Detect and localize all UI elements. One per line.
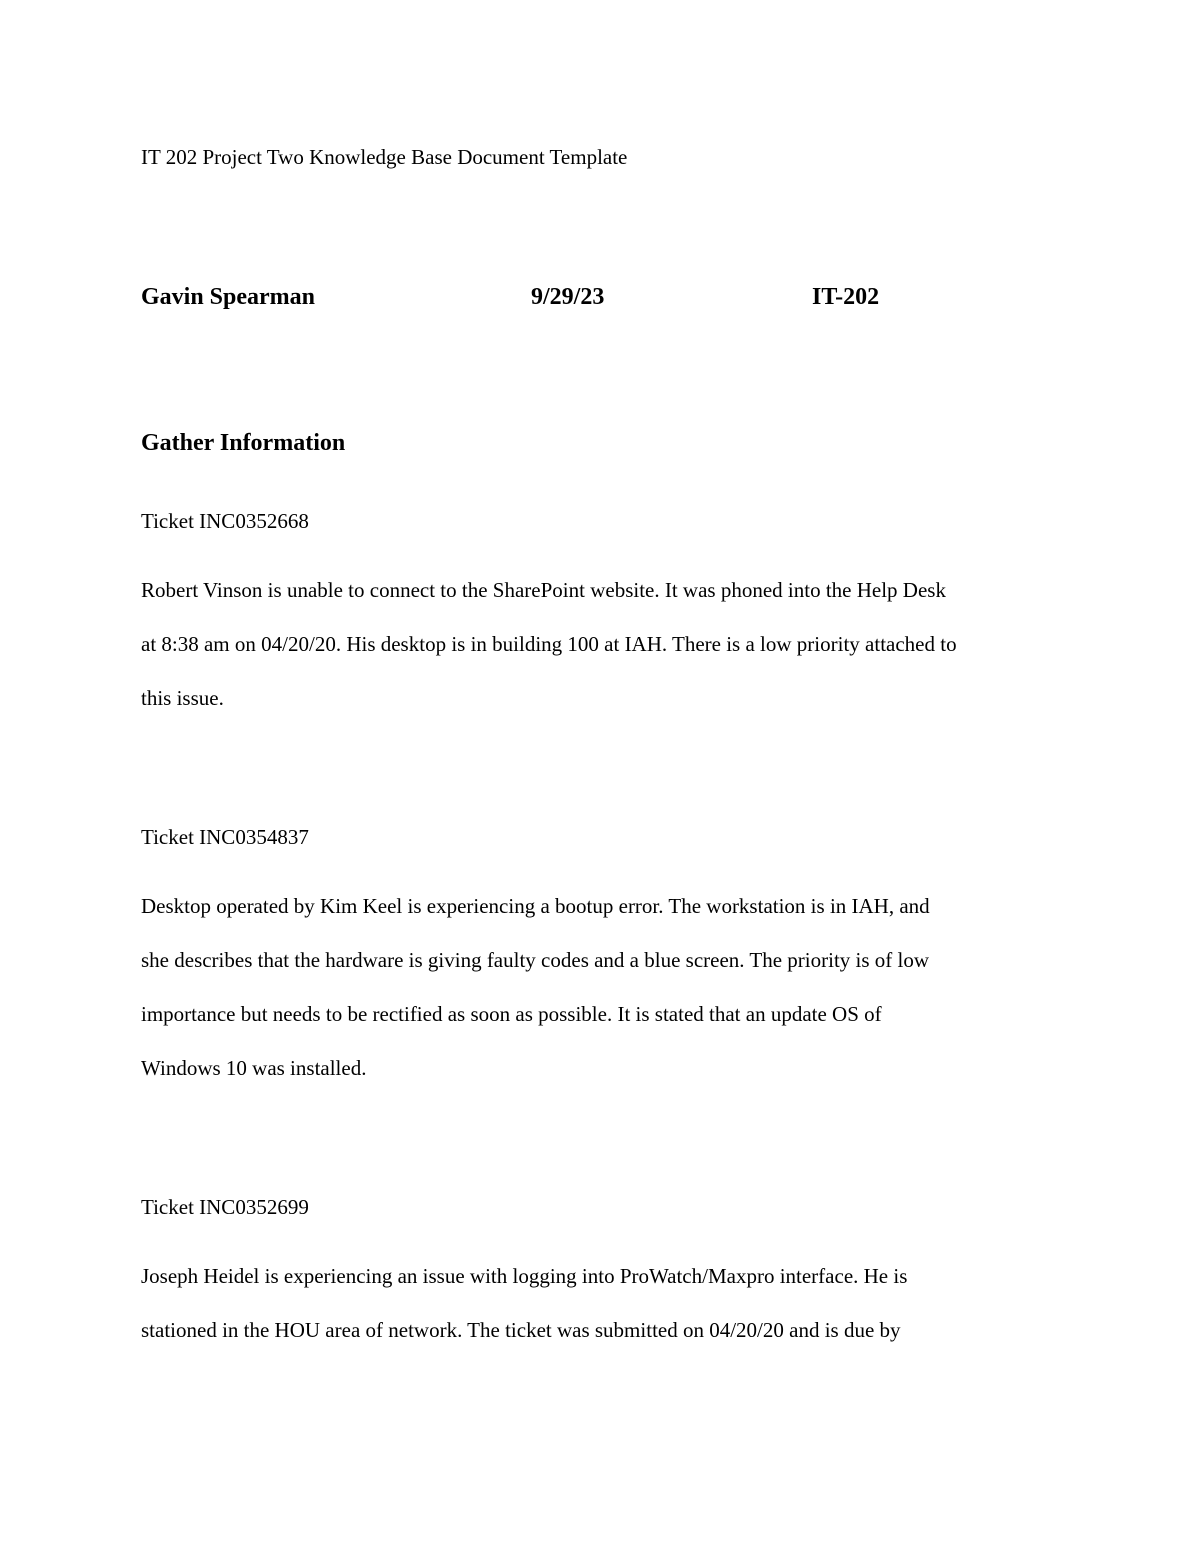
ticket-description-line: Joseph Heidel is experiencing an issue with logging into ProWatch/Maxpro interface. He is (141, 1264, 908, 1288)
ticket-description-line: she describes that the hardware is giving faulty codes and a blue screen. The priority is of low (141, 948, 930, 972)
ticket-description (141, 879, 1071, 1095)
document-date: 9/29/23 (531, 284, 605, 310)
author-header (141, 282, 1041, 314)
section-heading: Gather Information (141, 430, 346, 456)
course-code: IT-202 (812, 284, 880, 310)
ticket-description-line: Desktop operated by Kim Keel is experiencing a bootup error. The workstation is in IAH, and (141, 894, 930, 918)
ticket-id: Ticket INC0354837 (141, 825, 309, 849)
ticket-id: Ticket INC0352699 (141, 1195, 309, 1219)
ticket-description-line: stationed in the HOU area of network. The ticket was submitted on 04/20/20 and is due by (141, 1318, 901, 1342)
ticket-description-line: Windows 10 was installed. (141, 1056, 367, 1080)
ticket-description-line: at 8:38 am on 04/20/20. His desktop is in building 100 at IAH. There is a low priority attached to (141, 632, 957, 656)
ticket-description (141, 1249, 1071, 1357)
ticket-description-line: this issue. (141, 686, 224, 710)
author-name: Gavin Spearman (141, 284, 316, 310)
document-title: IT 202 Project Two Knowledge Base Document Template (141, 145, 628, 169)
ticket-description-line: Robert Vinson is unable to connect to the SharePoint website. It was phoned into the Help Desk (141, 578, 946, 602)
ticket-description (141, 563, 1071, 725)
ticket-description-line: importance but needs to be rectified as soon as possible. It is stated that an update OS of (141, 1002, 882, 1026)
ticket-id: Ticket INC0352668 (141, 509, 309, 533)
